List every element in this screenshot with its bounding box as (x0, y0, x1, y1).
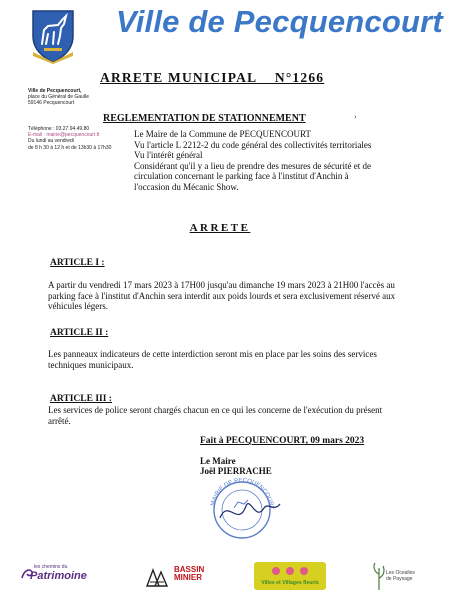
jardins-line-1: Les Ocealles (386, 570, 415, 576)
flowers-icon (254, 562, 326, 578)
article-3-text: Les services de police seront chargés chacun en ce qui les concerne de l'exécution du présent arrêté. (48, 405, 383, 426)
article-1-text: A partir du vendredi 17 mars 2023 à 17H00 jusqu'au dimanche 19 mars 2023 à 21H00 l'accès au parking face à l'institut d'Anchin sera interdit aux poids lourds et sera exclusivement réservé aux véhicules légers. (48, 280, 396, 312)
jardins-text (386, 570, 415, 582)
arrete-title: ARRETE MUNICIPAL N°1266 (100, 70, 325, 85)
article-1-title: ARTICLE I : (50, 258, 105, 268)
jardins-logo (372, 560, 432, 592)
contact-line: Téléphone : 03.27.94.49.80 (28, 126, 90, 132)
mairie-address (28, 88, 89, 107)
signature-scribble (220, 504, 280, 518)
decree-heading: ARRETE (189, 222, 251, 234)
considerant-line: Vu l'article L 2212-2 du code général des collectivités territoriales (134, 139, 372, 150)
patrimoine-big-text: Patrimoine (30, 570, 87, 582)
town-name-banner: Ville de Pecquencourt (116, 4, 443, 39)
mayor-title: Le Maire (200, 456, 236, 466)
bassin-minier-pattern-icon (146, 566, 172, 588)
mairie-contact (28, 126, 111, 151)
patrimoine-small-text: les chemins du (34, 564, 68, 570)
considerant-line: Considérant qu'il y a lieu de prendre des mesures de sécurité et de circulation concernant le parking face à l'institut d'Anchin à l'occasion du Mécanic Show. (134, 160, 372, 192)
bassin-line-1: BASSIN (174, 565, 205, 574)
stamp-text: MAIRIE DE PECQUENCOURT (210, 478, 275, 510)
jardins-line-2: de Paysage (386, 576, 413, 582)
considerants-block (134, 129, 384, 193)
article-2-text: Les panneaux indicateurs de cette interdiction seront mis en place par les soins des services techniques municipaux. (48, 349, 377, 370)
contact-line: Du lundi au vendredi (28, 138, 74, 145)
plant-icon (372, 560, 386, 590)
bassin-minier-logo (146, 562, 226, 590)
article-2-title: ARTICLE II : (50, 328, 109, 338)
bassin-line-2: MINIER (174, 573, 202, 582)
contact-line: de 8 h 30 à 12 h et de 13h30 à 17h30 (28, 144, 112, 151)
address-line: 59146 Pecquencourt (28, 100, 75, 107)
considerant-line: Le Maire de la Commune de PECQUENCOURT (134, 129, 311, 139)
contact-line[interactable]: E-mail : mairie@pecquencourt.fr (28, 132, 100, 139)
subject-heading: REGLEMENTATION DE STATIONNEMENT (103, 113, 306, 124)
considerant-line: Vu l'intérêt général (134, 150, 203, 161)
villes-fleuris-logo (254, 562, 326, 590)
patrimoine-logo (20, 562, 87, 588)
official-stamp (198, 478, 286, 540)
mayor-name: Joël PIERRACHE (200, 466, 272, 476)
villes-text: Villes et Villages fleuris (261, 580, 319, 586)
stray-mark: › (354, 112, 357, 121)
address-line: Ville de Pecquencourt, (28, 88, 82, 94)
bassin-text (174, 566, 204, 582)
address-line: place du Général de Gaulle (28, 94, 89, 101)
article-3-title: ARTICLE III : (50, 394, 112, 404)
done-at-line: Fait à PECQUENCOURT, 09 mars 2023 (200, 436, 365, 446)
town-coat-of-arms-logo (30, 8, 76, 64)
